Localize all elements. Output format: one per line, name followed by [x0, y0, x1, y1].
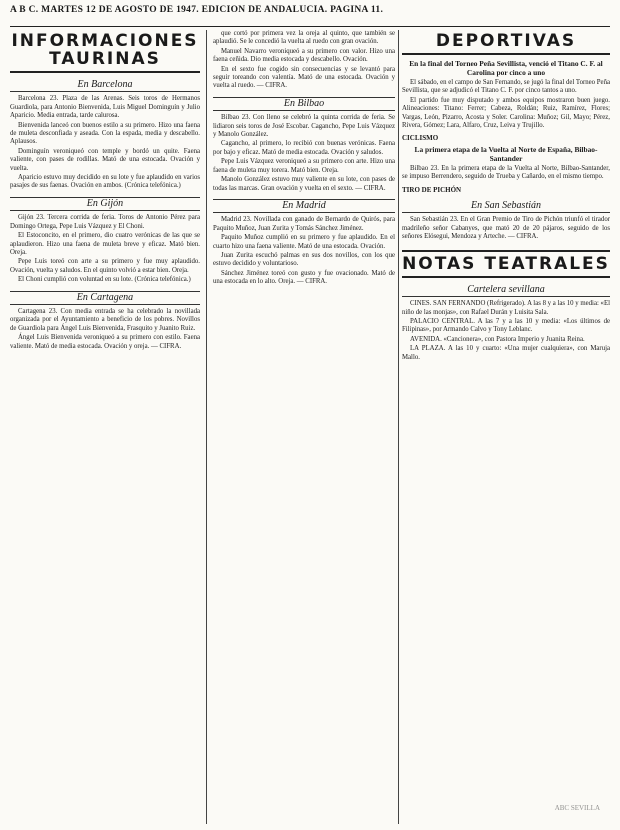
- article-paragraph: Pepe Luis Vázquez veroniqueó a su primero con arte. Hizo una faena de muleta muy torera. Mató bien. Oreja.: [213, 158, 395, 174]
- archive-watermark: ABC SEVILLA: [554, 804, 600, 812]
- article-paragraph: Pepe Luis toreó con arte a su primero y fue muy aplaudido. Ovación, vuelta y saludos. En el quinto volvió a estar bien. Oreja.: [10, 258, 200, 274]
- article-paragraph: En el sexto fue cogido sin consecuencias y se levantó para seguir toreando con valentía. Mató de una estocada. Ovación y vuelta al ruedo. — CIFRA.: [213, 65, 395, 90]
- article-paragraph: Bienvenida lanceó con buenos estilo a su primero. Hizo una faena de muleta desconfiada y aseada. Con la espada, media y descabello. Aplausos.: [10, 121, 200, 146]
- article-headline: En la final del Torneo Peña Sevillista, venció el Titano C. F. al Carolina por cinco a uno: [409, 59, 603, 77]
- article-paragraph: que cortó por primera vez la oreja al quinto, que también se aplaudió. Se le concedió la vuelta al ruedo con gran ovación.: [213, 30, 395, 46]
- page-header: A B C. MARTES 12 DE AGOSTO DE 1947. EDICION DE ANDALUCIA. PAGINA 11.: [10, 5, 384, 15]
- article-paragraph: Dominguín veroniqueó con temple y bordó un quite. Faena valiente, con pases de rodillas. Mató de una estocada. Ovación y vuelta.: [10, 147, 200, 172]
- title-deportivas: DEPORTIVAS: [435, 31, 577, 51]
- subsection-heading: En Barcelona: [10, 79, 200, 92]
- subsection-heading: En San Sebastián: [402, 200, 610, 213]
- title-line-2: TAURINAS: [49, 49, 161, 69]
- article-paragraph: Madrid 23. Novillada con ganado de Bernardo de Quirós, para Paquito Muñoz, Juan Zurita y Tomás Sánchez Jiménez.: [213, 216, 395, 232]
- listing-paragraph: LA PLAZA. A las 10 y cuarto: «Una mujer cualquiera», con Maruja Mallo.: [402, 345, 610, 361]
- article-headline: La primera etapa de la Vuelta al Norte de España, Bilbao-Santander: [414, 144, 598, 163]
- article-paragraph: Juan Zurita escuchó palmas en sus dos novillos, con los que estuvo decidido y voluntarioso.: [213, 251, 395, 268]
- article-paragraph: Gijón 23. Tercera corrida de feria. Toros de Antonio Pérez para Domingo Ortega, Pepe Luis Vázquez y El Choni.: [10, 214, 200, 230]
- article-paragraph: Cagancho, al primero, lo recibió con buenas verónicas. Faena por bajo y eficaz. Mató de media estocada. Ovación y saludos.: [213, 140, 395, 156]
- subsection-heading: Cartelera sevillana: [402, 284, 610, 297]
- article-paragraph: El sábado, en el campo de San Fernando, se jugó la final del Torneo Peña Sevillista, que se adjudicó el Titano C. F. por cinco tantos a uno.: [402, 79, 610, 95]
- title-line-1: INFORMACIONES: [11, 31, 199, 51]
- listing-paragraph: AVENIDA. «Cancionera», con Pastora Imperio y Juanita Reina.: [410, 335, 585, 343]
- subsection-heading: En Bilbao: [213, 97, 395, 111]
- column-divider: [398, 30, 399, 824]
- listing-paragraph: PALACIO CENTRAL. A las 7 y a las 10 y media: «Los últimos de Filipinas», por Armando Calvo y Tony Leblanc.: [402, 317, 610, 334]
- column-divider: [206, 30, 207, 824]
- article-paragraph: Sánchez Jiménez toreó con gusto y fue ovacionado. Mató de una estocada en lo alto. Oreja. — CIFRA.: [213, 269, 395, 286]
- subsection-heading: En Cartagena: [10, 291, 200, 305]
- article-paragraph: El Estoconcito, en el primero, dio cuatro verónicas de las que se aplaudieron. Hizo una faena de muleta breve y eficaz. Mató bien. Oreja.: [10, 232, 200, 256]
- article-paragraph: El Choni cumplió con voluntad en su lote. (Crónica telefónica.): [18, 276, 191, 284]
- header-rule: [10, 26, 610, 27]
- article-paragraph: Cartagena 23. Con media entrada se ha celebrado la novillada organizada por el Ayuntamiento a beneficio de los pobres. Novillos de Guardiola para Ángel Luis Bienvenida, Frasquito y Juanito Ruiz.: [10, 307, 200, 332]
- column-taurinas-continued: [213, 30, 395, 824]
- article-paragraph: El partido fue muy disputado y ambos equipos mostraron buen juego. Alineaciones: Titano: Ferrer; Cabeza, Roldán; Ruiz, Ramírez, Flores; Vargas, León, Pizarro, Acosta y Soler. Carolina: Muñoz; Gil, Mayo; Pérez, Rivera, Gómez; Lara, Alfaro, Cruz, Leiva y Trujillo.: [402, 96, 610, 130]
- article-paragraph: Bilbao 23. Con lleno se celebró la quinta corrida de feria. Se lidiaron seis toros de José Escobar. Cagancho, Pepe Luis Vázquez y Manolo González.: [213, 114, 395, 139]
- sport-heading: TIRO DE PICHÓN: [402, 185, 462, 194]
- column-deportivas-teatrales: [402, 30, 610, 824]
- subsection-heading: En Madrid: [213, 199, 395, 213]
- column-informaciones-taurinas: [10, 30, 200, 824]
- article-paragraph: Paquito Muñoz cumplió en su primero y fue aplaudido. En el cuarto hizo una faena valiente. Mató de una estocada. Ovación.: [213, 234, 395, 250]
- article-paragraph: Manuel Navarro veroniqueó a su primero con valor. Hizo una faena ceñida. Dio media estocada y descabello. Ovación.: [213, 47, 395, 64]
- sport-heading: CICLISMO: [402, 134, 439, 143]
- section-title-taurinas: [10, 32, 200, 73]
- article-paragraph: Ángel Luis Bienvenida veroniqueó a su primero con estilo. Faena valiente. Mató de media estocada. Ovación y oreja. — CIFRA.: [10, 334, 200, 350]
- article-paragraph: Barcelona 23. Plaza de las Arenas. Seis toros de Hermanos Guardiola, para Antonio Bienvenida, Luis Miguel Dominguín y Julio Aparicio. Media entrada, tarde calurosa.: [10, 95, 200, 120]
- title-notas-teatrales: NOTAS TEATRALES: [402, 253, 610, 274]
- listing-paragraph: CINES. SAN FERNANDO (Refrigerado). A las 8 y a las 10 y media: «El niño de las monjas», con Rafael Durán y Luisita Sala.: [402, 300, 610, 316]
- article-paragraph: Bilbao 23. En la primera etapa de la Vuelta al Norte, Bilbao-Santander, se impuso Berrendero, seguido de Trueba y Cañardo, en el mismo tiempo.: [402, 164, 610, 181]
- article-paragraph: San Sebastián 23. En el Gran Premio de Tiro de Pichón triunfó el tirador madrileño señor Cabanyes, que mató 20 de 20 pájaros, seguido de los señores Elósegui, Mendoza y Arteche. — CIFRA.: [402, 216, 610, 241]
- article-paragraph: Manolo González estuvo muy valiente en su lote, con pases de todas las marcas. Gran ovación y vuelta en el sexto. — CIFRA.: [213, 176, 395, 192]
- subsection-heading: En Gijón: [10, 197, 200, 211]
- section-title-teatrales: [402, 250, 610, 278]
- section-title-deportivas: [402, 32, 610, 55]
- article-paragraph: Aparicio estuvo muy decidido en su lote y fue aplaudido en varios pasajes de sus faenas. Ovación en ambos. (Crónica telefónica.): [10, 174, 200, 190]
